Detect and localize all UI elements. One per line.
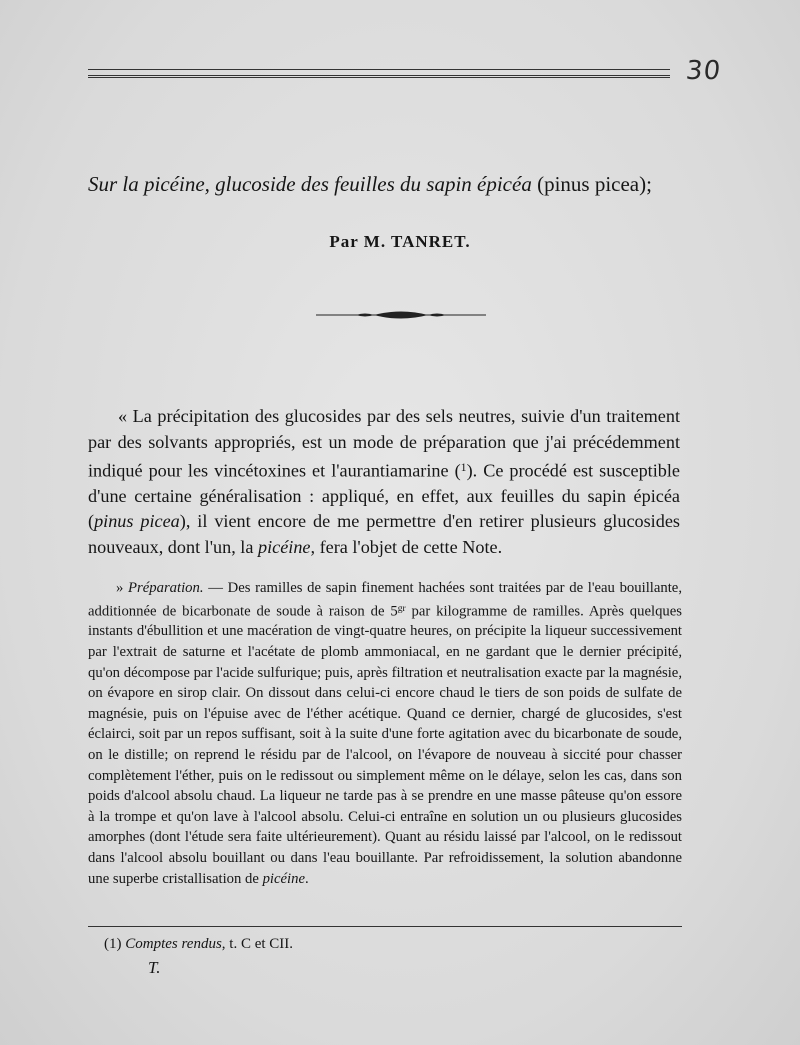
lead-text-3: ), il vient encore de me permettre d'en retirer plusieurs glucosides nouveaux, dont l'un, la: [88, 511, 680, 557]
prep-text-3: .: [304, 870, 309, 887]
compound-name-2: picéine: [262, 870, 305, 887]
ornament-divider-icon: [316, 309, 486, 321]
species-name: pinus picea: [94, 511, 180, 532]
open-quote: «: [118, 406, 128, 426]
lead-text-1: La précipitation des glucosides par des sels neutres, suivie d'un traitement par des solvants appropriés, est un mode de préparation que j'ai précédemment indiqué pour les vincétoxines et l'aurantiamarine (: [88, 406, 681, 481]
footnote-source: Comptes rendus: [125, 936, 222, 952]
article-title: [88, 172, 708, 197]
prep-text-2: par kilogramme de ramilles. Après quelques instants d'ébullition et une macération de vingt-quatre heures, on précipite la liqueur successivement par l'extrait de saturne et l'acétate de plomb ammoniacal, en ne gardant que le dernier précipité, qu'on décompose par l'acide sulfurique; puis, après filtration et neutralisation exacte par la magnésie, on évapore en sirop clair. On dissout dans celui-ci encore chaud le tiers de son poids de sulfate de magnésie, puis on l'épuise avec de l'éther acétique. Quand ce dernier, chargé de glucosides, s'est éclairci, soit par un repos suffisant, soit à la suite d'une forte agitation avec du bicarbonate de soude, on le distille; on reprend le résidu par de l'alcool, on l'évapore de nouveau à siccité pour chasser complètement l'éther, puis on le redissout ou simplement même on le délaye, selon les cas, dans son poids d'alcool absolu chaud. La liqueur ne tarde pas à se prendre en une masse pâteuse qu'on essore à la trompe et qu'on lave à l'alcool absolu. Celui-ci entraîne en solution un ou plusieurs glucosides amorphes (dont l'étude sera faite ultérieurement). Quant au résidu laissé par l'alcool, on le redissout dans l'alcool absolu bouillant ou dans l'eau bouillante. Par refroidissement, la solution abandonne une superbe cristallisation de: [88, 602, 682, 887]
preparation-paragraph: [88, 578, 682, 889]
section-heading: Préparation.: [128, 580, 204, 596]
footnote: [104, 934, 664, 954]
footnote-mark: (1): [104, 936, 122, 952]
author-line: Par M. TANRET.: [329, 232, 471, 251]
footnote-rule: [88, 926, 682, 927]
footnote-ref: 1: [460, 460, 467, 474]
unit-superscript: gr: [397, 602, 406, 614]
lead-text-4: fera l'objet de cette Note.: [315, 536, 503, 557]
footnote-rest: , t. C et CII.: [221, 936, 294, 952]
lead-text-2: ). Ce procédé est susceptible d'une certaine généralisation : appliqué, en effet, aux feuilles du sapin épicéa (: [88, 460, 680, 532]
title-italic: Sur la picéine, glucoside des feuilles du sapin épicéa: [88, 172, 532, 196]
compound-name: picéine,: [257, 536, 316, 557]
prep-text-1: — Des ramilles de sapin finement hachées sont traitées par de l'eau bouillante, additionnée de bicarbonate de soude à raison de 5: [88, 580, 682, 619]
lead-in-mark: »: [116, 580, 124, 596]
header-rule: [88, 69, 670, 78]
handwritten-page-number: 30: [684, 56, 723, 86]
lead-paragraph: [88, 404, 680, 560]
author-initial: T.: [148, 958, 161, 977]
title-roman: (pinus picea);: [537, 172, 652, 196]
